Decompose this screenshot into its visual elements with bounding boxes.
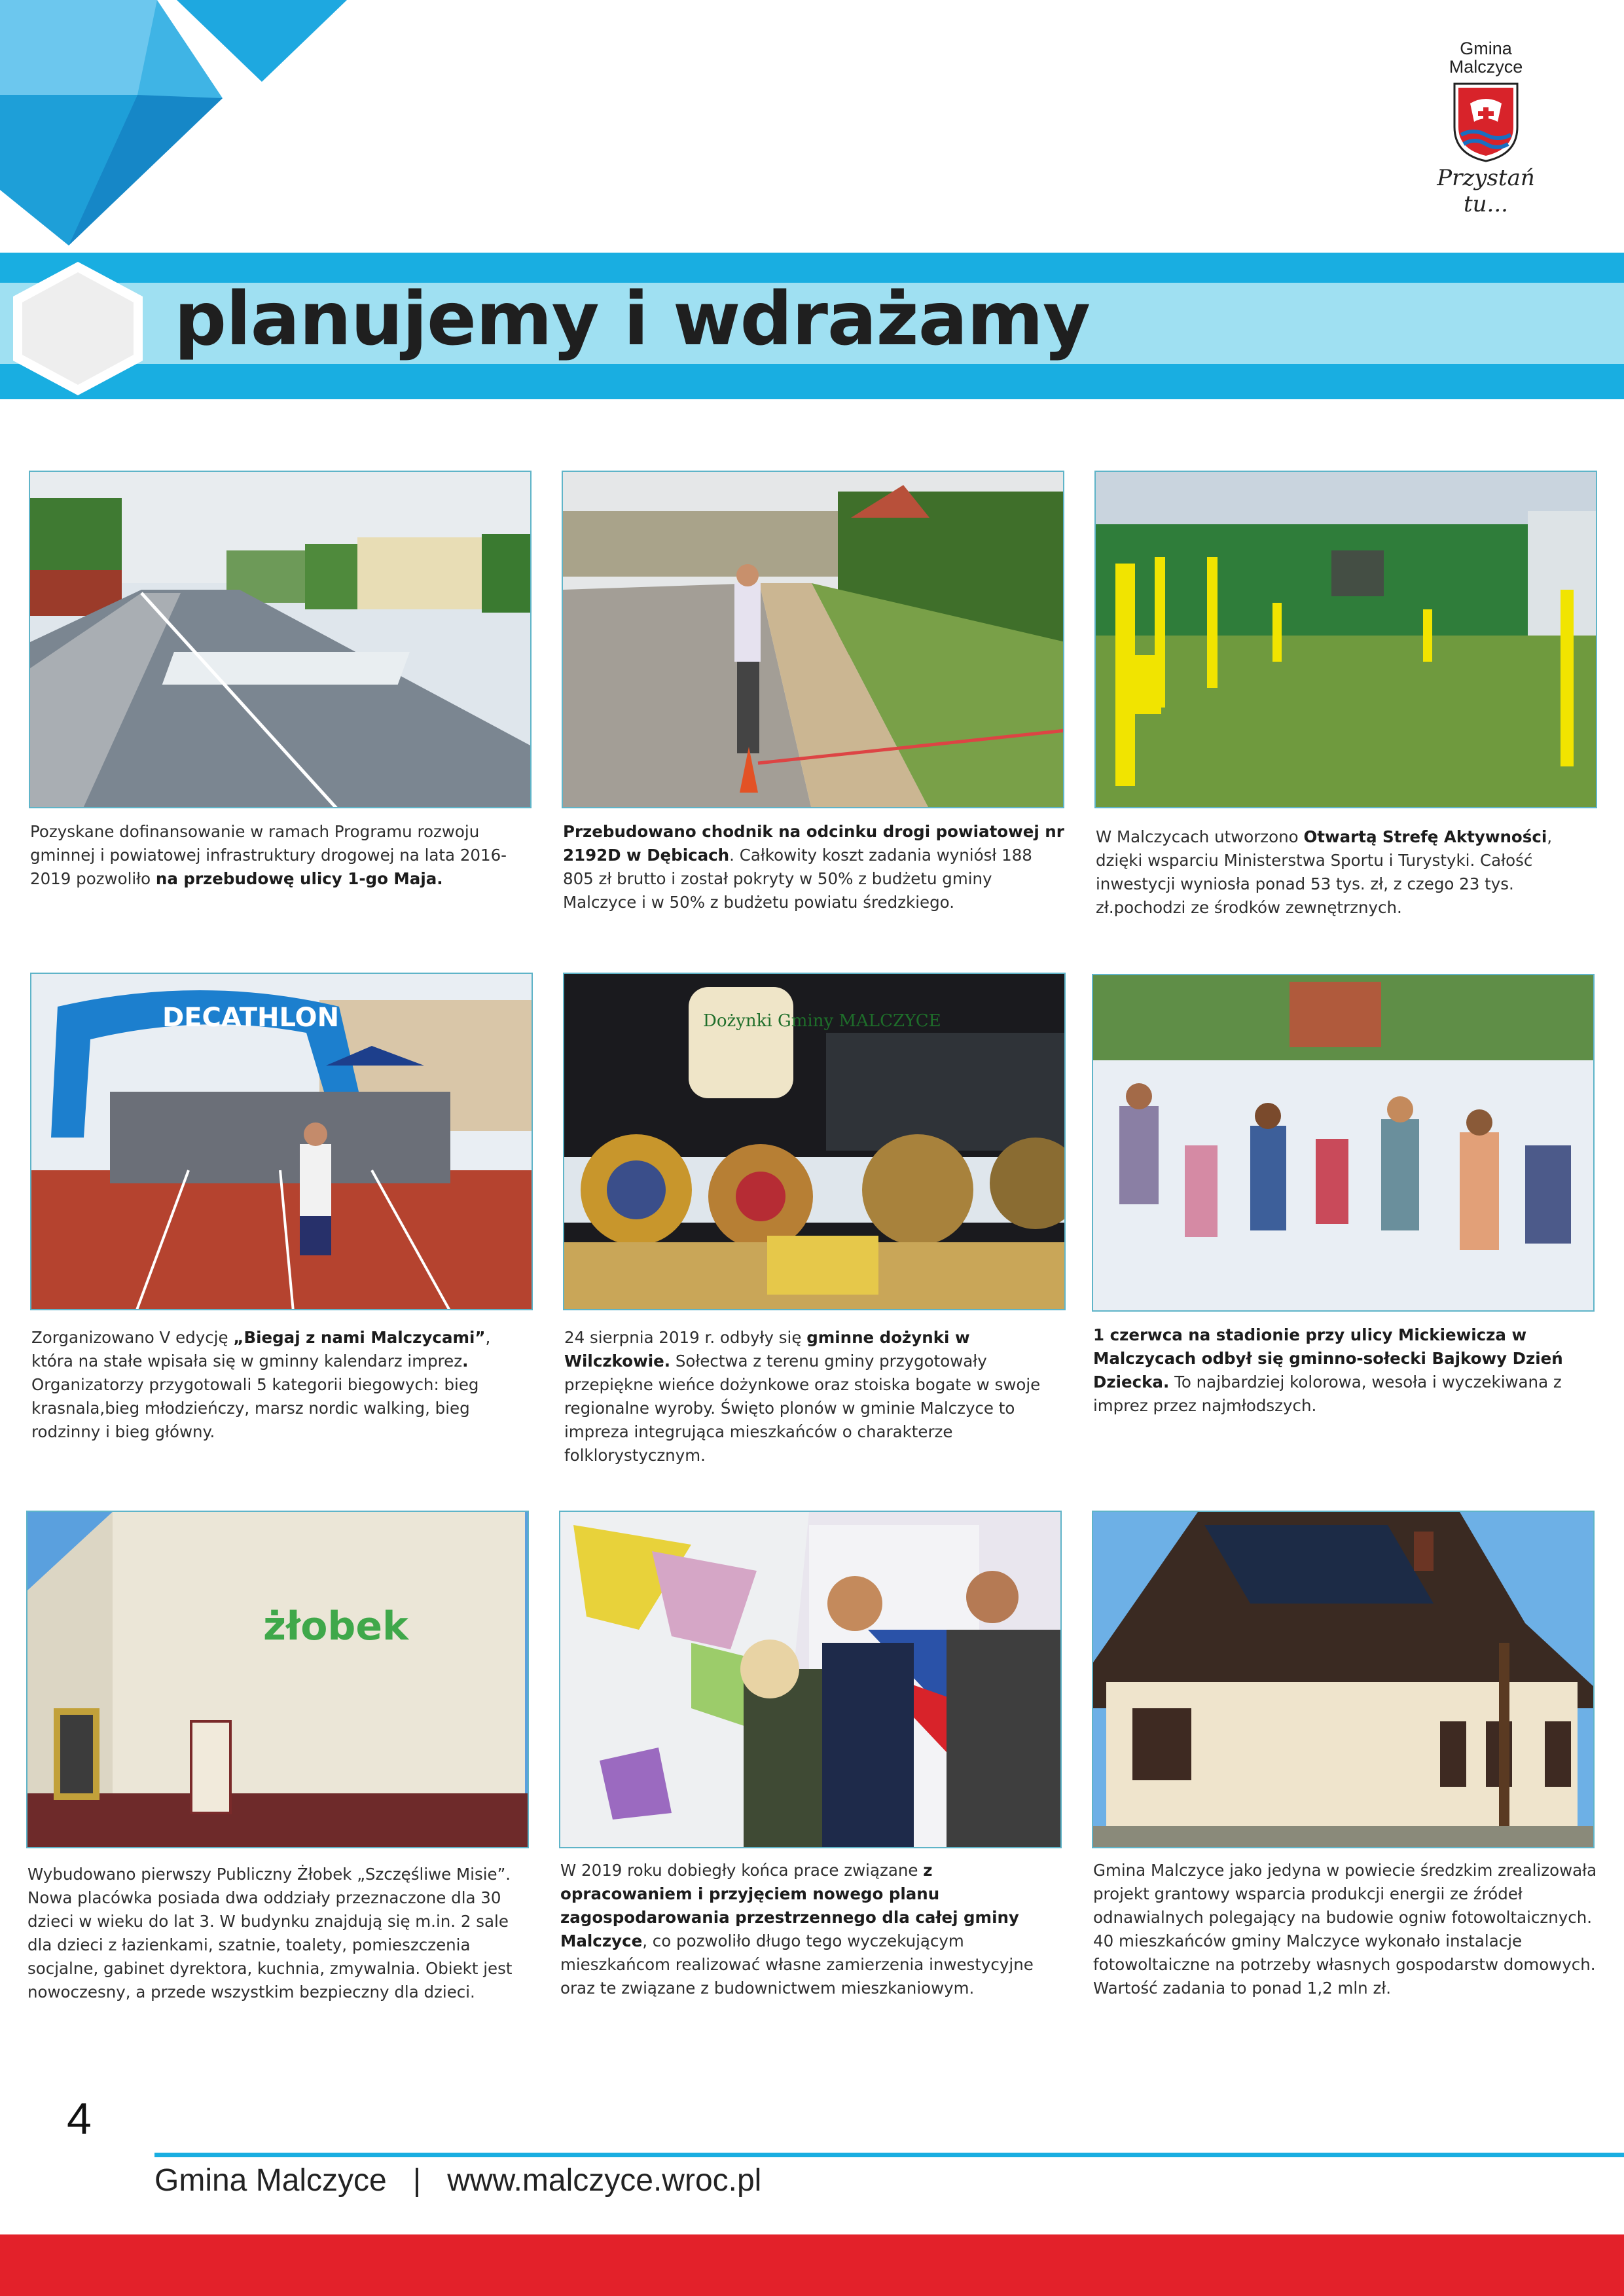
corner-decoration	[0, 0, 353, 249]
page-title: planujemy i wdrażamy	[174, 277, 1090, 362]
news-caption	[560, 1859, 1064, 2000]
caption-text: W 2019 roku dobiegły końca prace związane	[560, 1861, 924, 1880]
news-caption	[563, 820, 1067, 914]
nursery-building-photo	[26, 1511, 529, 1848]
page-number: 4	[67, 2094, 92, 2144]
footer-divider	[154, 2153, 1624, 2157]
sidewalk-construction-photo	[562, 471, 1064, 808]
news-caption	[27, 1863, 532, 2004]
house-with-solar-panels-photo	[1092, 1511, 1595, 1848]
caption-text-bold: Przebudowano chodnik na odcinku drogi powiatowej nr 2192D w Dębicach	[563, 822, 1064, 865]
caption-text-bold: .	[462, 1352, 469, 1371]
municipality-logo	[1420, 39, 1551, 217]
caption-text-bold: Otwartą Strefę Aktywności	[1303, 827, 1547, 846]
childrens-day-foam-party-photo	[1092, 974, 1595, 1312]
news-caption	[1093, 1859, 1597, 2000]
news-caption	[1096, 825, 1600, 920]
hexagon-badge	[9, 259, 147, 398]
outdoor-gym-photo	[1094, 471, 1597, 808]
caption-text: Gmina Malczyce jako jedyna w powiecie średzkim zrealizowała projekt grantowy wsparcia produkcji energii ze źródeł odnawialnych polegający na budowie ogniw fotowoltaicznych. 40 mieszkańców gminy Malczyce wykonało instalacje fotowoltaiczne na potrzeby własnych gospodarstw domowych. Wartość zadania to ponad 1,2 mln zł.	[1093, 1861, 1597, 1998]
caption-text: 24 sierpnia 2019 r. odbyły się	[564, 1328, 807, 1347]
banner-text: Dożynki Gminy MALCZYCE	[703, 1011, 941, 1031]
news-caption	[31, 1326, 535, 1444]
footer-text: Gmina Malczyce | www.malczyce.wroc.pl	[154, 2163, 762, 2198]
logo-name-line2: Malczyce	[1449, 57, 1523, 77]
news-caption	[1093, 1323, 1597, 1418]
logo-name-line1: Gmina	[1460, 39, 1512, 58]
caption-text: Sołectwa z terenu gminy przygotowały przepiękne wieńce dożynkowe oraz stoiska bogate w swoje regionalne wyroby. Święto plonów w gminie Malczyce to impreza integrująca mieszkańców o charakterze folklorystycznym.	[564, 1352, 1041, 1465]
banner-text: DECATHLON	[162, 1003, 340, 1033]
title-band-bottom	[0, 364, 1624, 399]
caption-text: Pozyskane dofinansowanie w ramach Programu rozwoju gminnej i powiatowej infrastruktury drogowej na lata 2016-2019 pozwoliło	[30, 822, 507, 888]
caption-text: Wybudowano pierwszy Publiczny Żłobek „Szczęśliwe Misie”. Nowa placówka posiada dwa oddziały przeznaczone dla 30 dzieci w wieku do lat 3. W budynku znajdują się m.in. 2 sale dla dzieci z łazienkami, szatnie, toalety, pomieszczenia socjalne, gabinet dyrektora, kuchnia, zmywalnia. Obiekt jest nowoczesny, a przede wszystkim bezpieczny dla dzieci.	[27, 1865, 513, 2001]
coat-of-arms-icon	[1452, 81, 1520, 164]
caption-text: To najbardziej kolorowa, wesoła i wyczekiwana z imprez przez najmłodszych.	[1093, 1372, 1562, 1415]
caption-text: . Całkowity koszt zadania wyniósł 188 805 zł brutto i został pokryty w 50% z budżetu gminy Malczyce i w 50% z budżetu powiatu średzkiego.	[563, 846, 1032, 912]
road-crosswalk-photo	[29, 471, 532, 808]
caption-text: , dzięki wsparciu Ministerstwa Sportu i Turystyki. Całość inwestycji wyniosła ponad 53 tys. zł, z czego 23 tys. zł.pochodzi ze środków zewnętrznych.	[1096, 827, 1553, 917]
caption-text-bold: „Biegaj z nami Malczycami”	[233, 1328, 486, 1347]
caption-text-bold: gminne dożynki w Wilczkowie.	[564, 1328, 970, 1371]
news-caption	[564, 1326, 1068, 1467]
running-event-photo	[30, 973, 533, 1310]
caption-text-bold: na przebudowę ulicy 1-go Maja.	[155, 869, 443, 888]
caption-text: Zorganizowano V edycję	[31, 1328, 234, 1347]
caption-text-bold: z opracowaniem i przyjęciem nowego planu zagospodarowania przestrzennego dla całej gminy Malczyce	[560, 1861, 1019, 1950]
harvest-festival-photo	[563, 973, 1066, 1310]
caption-text: , co pozwoliło długo tego wyczekującym mieszkańcom realizować własne zamierzenia inwestycyjne oraz te związane z budownictwem mieszkaniowym.	[560, 1931, 1034, 1998]
sign-text: żłobek	[263, 1604, 408, 1649]
zoning-plan-consultation-photo	[559, 1511, 1062, 1848]
caption-text: , która na stałe wpisała się w gminny kalendarz imprez	[31, 1328, 491, 1371]
caption-text-bold: 1 czerwca na stadionie przy ulicy Mickiewicza w Malczycach odbył się gminno-sołecki Bajkowy Dzień Dziecka.	[1093, 1325, 1563, 1391]
caption-text: Organizatorzy przygotowali 5 kategorii biegowych: bieg krasnala,bieg młodzieńczy, marsz nordic walking, bieg rodzinny i bieg główny.	[31, 1375, 479, 1441]
logo-motto: Przystań tu...	[1437, 165, 1535, 217]
caption-text: W Malczycach utworzono	[1096, 827, 1304, 846]
footer-red-bar	[0, 2234, 1624, 2296]
news-caption	[30, 820, 534, 891]
